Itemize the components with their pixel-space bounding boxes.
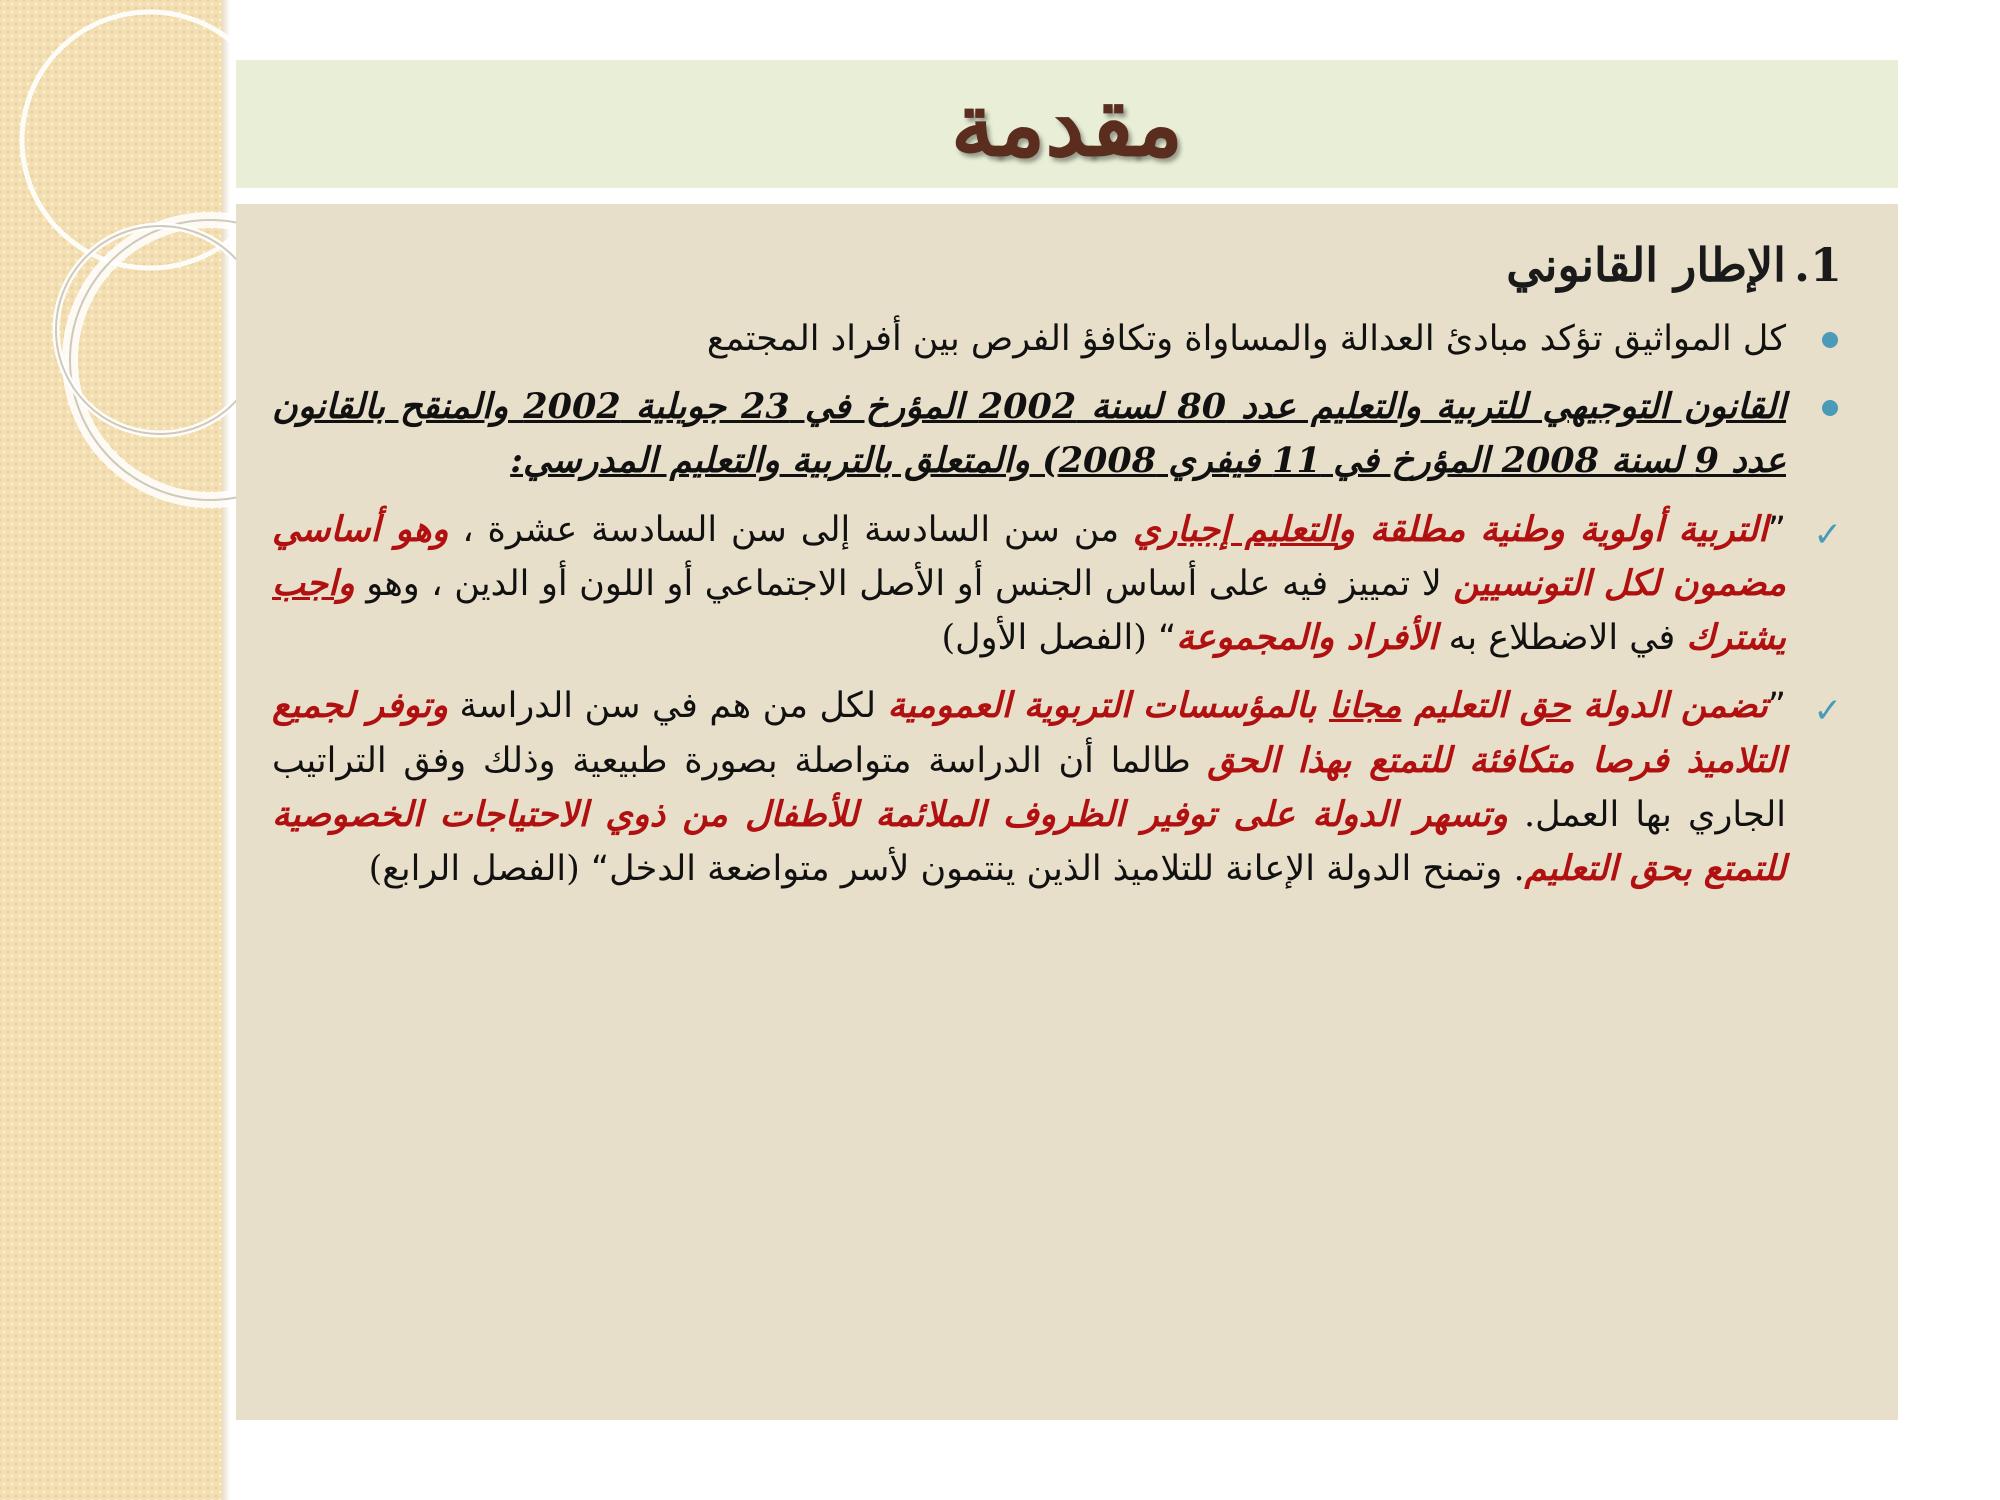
section-heading <box>272 236 1842 296</box>
quote2-part2: حق <box>1519 685 1571 727</box>
quote2-part7: وتوفر لجميع التلاميذ فرصا متكافئة للتمتع بهذا الحق <box>272 685 1786 781</box>
quote1-part5: لا تمييز فيه على أساس الجنس أو الأصل الاجتماعي أو اللون أو الدين ، وهو <box>354 563 1454 604</box>
bullet-dot-icon <box>1822 332 1838 348</box>
quote2-reference: (الفصل الرابع) <box>368 849 591 890</box>
bullet-item-principles <box>272 312 1842 366</box>
quote1-part1: التربية أولوية وطنية مطلقة و <box>1338 508 1768 550</box>
checkmark-icon: ✓ <box>1813 514 1842 555</box>
quote-item-chapter-one <box>272 503 1842 666</box>
quote-open-mark: ” <box>1767 509 1787 550</box>
quote2-part10: . وتمنح الدولة الإعانة للتلاميذ الذين ينتمون لأسر متواضعة الدخل <box>609 849 1525 890</box>
bullet-text: كل المواثيق تؤكد مبادئ العدالة والمساواة وتكافؤ الفرص بين أفراد المجتمع <box>706 318 1786 359</box>
quote1-part9: في الاضطلاع به <box>1437 618 1687 659</box>
quote-open-mark: ” <box>1767 686 1786 727</box>
ring-small <box>56 226 264 434</box>
section-title: الإطار القانوني <box>1506 238 1786 292</box>
quote2-part8: طالما أن الدراسة متواصلة بصورة طبيعية وذلك وفق التراتيب الجاري بها العمل. <box>272 740 1786 835</box>
section-number: 1. <box>1793 238 1842 292</box>
quote2-part6: لكل من هم في سن الدراسة <box>448 686 888 727</box>
quote2-part4: مجانا <box>1329 685 1402 727</box>
quote2-part3: التعليم <box>1401 685 1520 727</box>
content-panel <box>236 204 1898 1420</box>
law-reference-text: القانون التوجيهي للتربية والتعليم عدد 80 لسنة 2002 المؤرخ في 23 جويلية 2002 والمنقح بالقانون عدد 9 لسنة 2008 المؤرخ في 11 فيفري 2008) والمتعلق بالتربية والتعليم المدرسي: <box>272 386 1787 482</box>
quote2-part5: بالمؤسسات التربوية العمومية <box>887 685 1329 727</box>
quote1-part10: الأفراد والمجموعة <box>1176 617 1438 659</box>
checkmark-icon: ✓ <box>1813 691 1842 732</box>
quote1-part6: واجب <box>272 562 355 604</box>
bullet-item-law <box>272 380 1842 489</box>
title-bar <box>236 60 1898 188</box>
quote1-part8: يشترك <box>1686 617 1786 659</box>
slide-title: مقدمة <box>950 72 1184 176</box>
quote2-part1: تضمن الدولة <box>1570 685 1768 727</box>
quote1-part3: من سن السادسة إلى سن السادسة عشرة ، <box>448 509 1133 550</box>
quote1-reference: (الفصل الأول) <box>941 618 1159 659</box>
quote2-part9: وتسهر الدولة على توفير الظروف الملائمة للأطفال من ذوي الاحتياجات الخصوصية للتمتع بحق التعليم <box>272 793 1786 890</box>
quote1-part2: التعليم إجباري <box>1132 508 1339 550</box>
quote-close-mark: “ <box>1158 618 1177 659</box>
quote-close-mark: “ <box>590 849 610 890</box>
quote1-part4: وهو أساسي مضمون لكل التونسيين <box>272 508 1787 604</box>
quote-item-chapter-four <box>272 679 1842 896</box>
bullet-dot-icon <box>1822 400 1838 416</box>
